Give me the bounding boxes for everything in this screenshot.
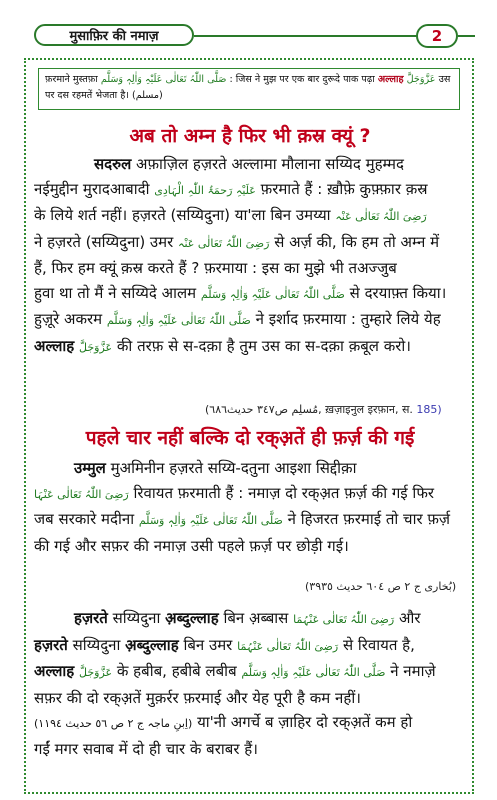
s3-l2-b: सय्यिदुना: [72, 635, 121, 654]
header-divider: [194, 35, 417, 37]
s3-azza: عَزَّوَجَلَّ: [79, 666, 113, 679]
s3-l1-e: और: [398, 609, 421, 627]
s1-line-5: से अर्ज़ की, कि हम तो अम्न में: [274, 232, 440, 251]
s3-l2-e: से रिवायत है,: [342, 635, 415, 654]
s1-line-7: हुवा था तो मैं ने सय्यिदे आलम: [34, 283, 197, 302]
hadith-box: [38, 68, 460, 110]
section1-reference: (مُسلِم ص٣٤٧ حدیث٦٨٦, ख़ज़ाइनुल इरफ़ान, स. 185): [205, 403, 442, 416]
section1-title: अब तो अम्न है फिर भी क़स्र क्यूं ?: [129, 125, 371, 147]
s1-line-11: की तरफ़ से स-दक़ा है तुम उस का स-दक़ा क़बूल करो।: [116, 336, 411, 355]
s2-salla: صَلَّی اللّٰہُ تَعَالٰی عَلَیْہِ وَاٰلِہٖ وَسَلَّم: [138, 514, 283, 527]
s1-arabic-salla-2: صَلَّی اللّٰہُ تَعَالٰی عَلَیْہِ وَاٰلِہٖ وَسَلَّم: [106, 314, 251, 327]
hadith-label: फ़रमाने मुस्तफ़ा: [45, 74, 98, 85]
s3-l2-c: अ़ब्दुल्लाह: [125, 635, 179, 654]
s3-ref-inline: (اِبنِ ماجہ ج ٢ ص ٥٦ حدیث ١١٩٤): [34, 717, 193, 730]
s2-line-4: की गई और सफ़र की नमाज़ उसी पहले फ़र्ज़ पर छोड़ी गई।: [34, 536, 349, 555]
hadith-text-2: उस पर दस रहमतें भेजता है।: [45, 74, 451, 101]
s3-radi-anhuma-2: رَضِیَ اللّٰہُ تَعَالٰی عَنْہُمَا: [237, 639, 339, 653]
s1-line-6: हैं, फिर हम क्यूं क़स्र करते हैं ? फ़रमाया : इस का मुझे भी तअज्जुब: [34, 259, 397, 277]
s1-azza-wa-jal: عَزَّوَجَلَّ: [79, 340, 113, 354]
s1-line-2: फ़रमाते हैं : ख़ौफ़े कुफ़्फ़ार क़स्र: [260, 179, 428, 198]
section1-lead: सदरुल: [94, 155, 132, 173]
section1-body: [34, 152, 468, 360]
s1-allah: अल्लाह: [34, 336, 75, 355]
section3-body: [34, 606, 468, 761]
s1-ref-hindi: ख़ज़ाइनुल इरफ़ान, स.: [325, 403, 413, 416]
s2-line-3: ने हिजरत फ़रमाई तो चार फ़र्ज़: [287, 510, 451, 528]
salutation-arabic: صَلَّی اللّٰہُ تَعَالٰی عَلَیْہِ وَاٰلِہٖ وَسَلَّم: [100, 74, 227, 85]
section2-reference: (بُخاری ج ٢ ص ٦٠٤ حدیث ٣٩٣٥): [305, 580, 457, 593]
s3-l1-c: अ़ब्दुल्लाह: [165, 609, 219, 627]
s3-l2-d: बिन उमर: [183, 635, 233, 654]
s3-l2-a: हज़रते: [34, 635, 68, 654]
s3-l4: सफ़र की दो रक्अ़तें मुक़र्रर फ़रमाई और येह पूरी है कम नहीं।: [34, 688, 361, 707]
s3-l3-a: अल्लाह: [34, 662, 75, 680]
hadith-text-1: : जिस ने मुझ पर एक बार दुरूदे पाक पढ़ा: [229, 74, 375, 85]
s2-radi-anha: رَضِیَ اللّٰہُ تَعَالٰی عَنْہَا: [34, 487, 129, 501]
section2-title: पहले चार नहीं बल्कि दो रक्अ़तें ही फ़र्ज़ की गई: [85, 427, 415, 449]
s3-l5-tail: या'नी अगर्चे ब ज़ाहिर दो रक्अ़तें कम हो: [197, 713, 413, 731]
s3-l6: गईं मगर सवाब में दो ही चार के बराबर हैं।: [34, 739, 258, 758]
s1-line-4: ने हज़रते (सय्यिदुना) उमर: [34, 232, 174, 251]
page-number: 2: [416, 24, 458, 48]
s1-arabic-salla-1: صَلَّی اللّٰہُ تَعَالٰی عَلَیْہِ وَاٰلِہٖ وَسَلَّم: [200, 287, 345, 301]
s2-line-2: जब सरकारे मदीना: [34, 510, 135, 528]
s3-salla: صَلَّی اللّٰہُ تَعَالٰی عَلَیْہِ وَاٰلِہٖ وَسَلَّم: [241, 666, 386, 679]
s3-radi-anhuma-1: رَضِیَ اللّٰہُ تَعَالٰی عَنْہُمَا: [293, 613, 395, 626]
hadith-source: (مسلم): [131, 90, 163, 101]
s1-line-9: हुज़ूरे अकरम: [34, 310, 103, 328]
s1-line-0: अफ़ाज़िल हज़रते अल्लामा मौलाना सय्यिद मुहम्मद: [136, 155, 404, 173]
azza-wa-jal-arabic: عَزَّوَجَلَّ: [406, 74, 436, 85]
s2-line-0: मुअमिनीन हज़रते सय्यि-दतुना आइशा सिद्दीक़ा: [110, 459, 357, 477]
s1-ref-page: 185): [416, 403, 442, 416]
s1-line-8: से दरयाफ़्त किया।: [349, 283, 447, 302]
section2-lead: उम्मुल: [74, 459, 106, 477]
s3-l3-c: ने नमाज़े: [390, 662, 436, 680]
s2-line-1: रिवायत फ़रमाती हैं : नमाज़ दो रक्अ़त फ़र्ज़ की गई फिर: [133, 483, 435, 502]
hadith-allah: अल्लाह: [377, 74, 404, 85]
s3-l1-b: सय्यिदुना: [112, 609, 161, 627]
header-divider-right: [458, 35, 475, 37]
s1-ref-arabic: (مُسلِم ص٣٤٧ حدیث٦٨٦: [205, 403, 319, 416]
s1-arabic-alaihir: عَلَیْہِ رَحمَۃُ اللّٰہِ الْہَادِی: [154, 183, 256, 197]
s1-line-1: नईमुद्दीन मुरादआबादी: [34, 179, 150, 198]
s1-arabic-radi-2: رَضِیَ اللّٰہُ تَعَالٰی عَنْہ: [178, 236, 270, 250]
s3-l1-d: बिन अ़ब्बास: [223, 609, 289, 627]
s1-line-3: के लिये शर्त नहीं। हज़रते (सय्यिदुना) या'ला बिन उमय्या: [34, 206, 331, 224]
s3-l3-b: के हबीब, हबीबे लबीब: [116, 662, 237, 680]
s3-l1-a: हज़रते: [74, 609, 108, 627]
s1-arabic-radi-1: رَضِیَ اللّٰہُ تَعَالٰی عَنْہ: [335, 210, 427, 223]
section2-body: [34, 456, 468, 558]
s1-line-10: ने इर्शाद फ़रमाया : तुम्हारे लिये येह: [255, 310, 441, 328]
chapter-title: मुसाफ़िर की नमाज़: [34, 24, 194, 46]
